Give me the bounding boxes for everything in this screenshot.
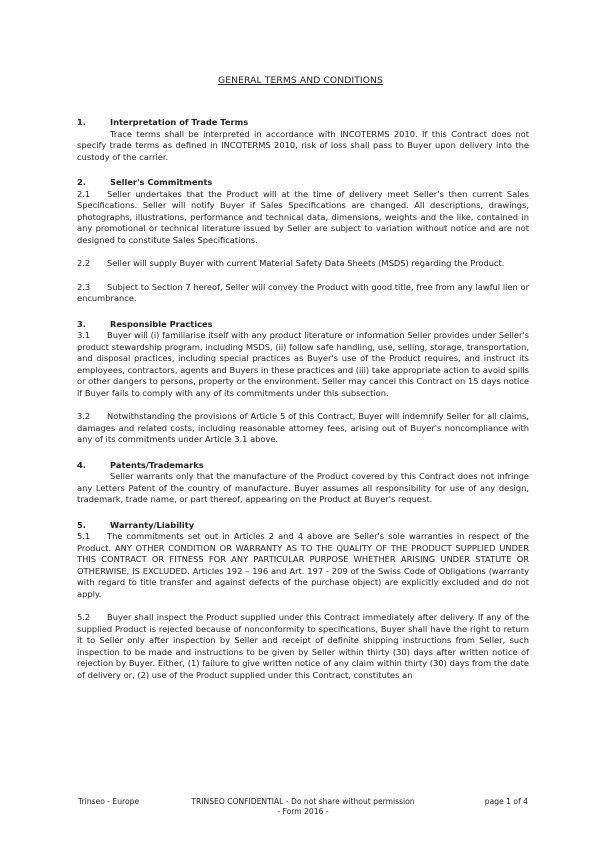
clause-text: Buyer will (i) familiarise itself with any product literature or information Seller provides under Seller's product stewardship program, including MSDS, (ii) follow safe handling, use, selling, storage, transportation, and disposal practices, including special practices as Buyer's use of the Product requires, and instruct its employees, contractors, agents and Buyers in these practices and (iii) take appropriate action to avoid spills or other dangers to persons, property or the environment. Seller may cancel this Contract on 15 days notice if Buyer fails to comply with any of its commitments under this subsection. (77, 330, 529, 398)
section (77, 177, 529, 305)
clause-paragraph (77, 531, 529, 600)
section-number: 5. (77, 519, 86, 530)
clause-text: Seller undertakes that the Product will at the time of delivery meet Seller's then current Sales Specifications. Seller will notify Buyer if Sales Specifications are changed. All descriptions, drawings, photographs, illustrations, performance and technical data, dimensions, weights and the like, contained in any promotional or technical literature issued by Seller are subject to variation without notice and are not designed to constitute Sales Specifications. (77, 188, 529, 245)
section-number: 3. (77, 318, 86, 329)
clause-number: 5.2 (77, 612, 91, 622)
clause-paragraph (77, 189, 529, 247)
clause-text: Buyer shall inspect the Product supplied under this Contract immediately after delivery. If any of the supplied Product is rejected because of nonconformity to specifications, Buyer shall have the right to return it to Seller only after inspection by Seller and receipt of definite shipping instructions from Seller, such inspection to be made and instructions to be given by Seller within thirty (30) days after written notice of rejection by Buyer. Either, (1) failure to give written notice of any claim within thirty (30) days from the date of delivery or, (2) use of the Product supplied under this Contract, constitutes an (77, 612, 529, 680)
clause-number: 3.1 (77, 330, 91, 340)
clause-paragraph (77, 258, 529, 270)
clause-text: Subject to Section 7 hereof, Seller will convey the Product with good title, free from any lawful lien or encumbrance. (77, 281, 529, 303)
section-title: Patents/Trademarks (110, 459, 204, 470)
clause-paragraph (77, 411, 529, 446)
clause-number: 2.1 (77, 188, 91, 199)
document-body (77, 117, 529, 695)
clause-text: Notwithstanding the provisions of Article 5 of this Contract, Buyer will indemnify Seller for all claims, damages and related costs, including reasonable attorney fees, arising out of Buyer's noncompliance with any of its commitments under Article 3.1 above. (77, 411, 529, 444)
clause-paragraph (77, 330, 529, 399)
clause-number: 5.1 (77, 531, 91, 541)
clause-text: The commitments set out in Articles 2 and 4 above are Seller's sole warranties in respect of the Product. ANY OTHER CONDITION OR WARRANTY AS TO THE QUALITY OF THE PRODUCT SUPPLIED UNDER THIS CONTRACT OR FITNESS FOR ANY PARTICULAR PURPOSE WHETHER ARISING UNDER STATUTE OR OTHERWISE, IS EXCLUDED. Articles 192 – 196 and Art. 197 - 209 of the Swiss Code of Obligations (warranty with regard to title transfer and against defects of the purchase object) are explicitly excluded and do not apply. (77, 531, 529, 599)
clause-paragraph (77, 471, 529, 506)
footer-form-line: - Form 2016 - (277, 806, 329, 816)
clause-number: 3.2 (77, 411, 91, 421)
section-title: Warranty/Liability (110, 519, 195, 530)
section-heading (77, 117, 529, 129)
footer-confidential-line: TRINSEO CONFIDENTIAL - Do not share without permission (191, 797, 415, 806)
section-heading (77, 520, 529, 532)
clause-text: Seller will supply Buyer with current Material Safety Data Sheets (MSDS) regarding the Product. (107, 258, 505, 268)
section-heading (77, 460, 529, 472)
section-number: 2. (77, 177, 86, 187)
clause-paragraph (77, 612, 529, 681)
footer-confidential (168, 797, 438, 816)
clause-number: 2.2 (77, 258, 91, 268)
section-title: Seller's Commitments (110, 177, 213, 187)
document-title: GENERAL TERMS AND CONDITIONS (218, 75, 383, 86)
section-heading (77, 319, 529, 331)
section-title: Interpretation of Trade Terms (110, 117, 249, 127)
footer-page-number: page 1 of 4 (484, 797, 528, 806)
clause-number: 2.3 (77, 281, 91, 292)
section-number: 1. (77, 117, 86, 127)
section (77, 319, 529, 446)
section (77, 520, 529, 682)
clause-paragraph (77, 282, 529, 305)
footer-company: Trinseo - Europe (78, 797, 140, 806)
section-heading (77, 177, 529, 189)
section (77, 460, 529, 506)
section-title: Responsible Practices (110, 318, 213, 329)
clause-paragraph (77, 129, 529, 164)
clause-text: Trace terms shall be interpreted in accordance with INCOTERMS 2010. If this Contract does not specify trade terms as defined in INCOTERMS 2010, risk of loss shall pass to Buyer upon delivery into the custody of the carrier. (77, 128, 529, 162)
clause-text: Seller warrants only that the manufacture of the Product covered by this Contract does not infringe any Letters Patent of the country of manufacture. Buyer assumes all responsibility for use of any design, trademark, trade name, or part thereof, appearing on the Product at Buyer's request. (77, 471, 529, 504)
section-number: 4. (77, 459, 86, 470)
section (77, 117, 529, 163)
